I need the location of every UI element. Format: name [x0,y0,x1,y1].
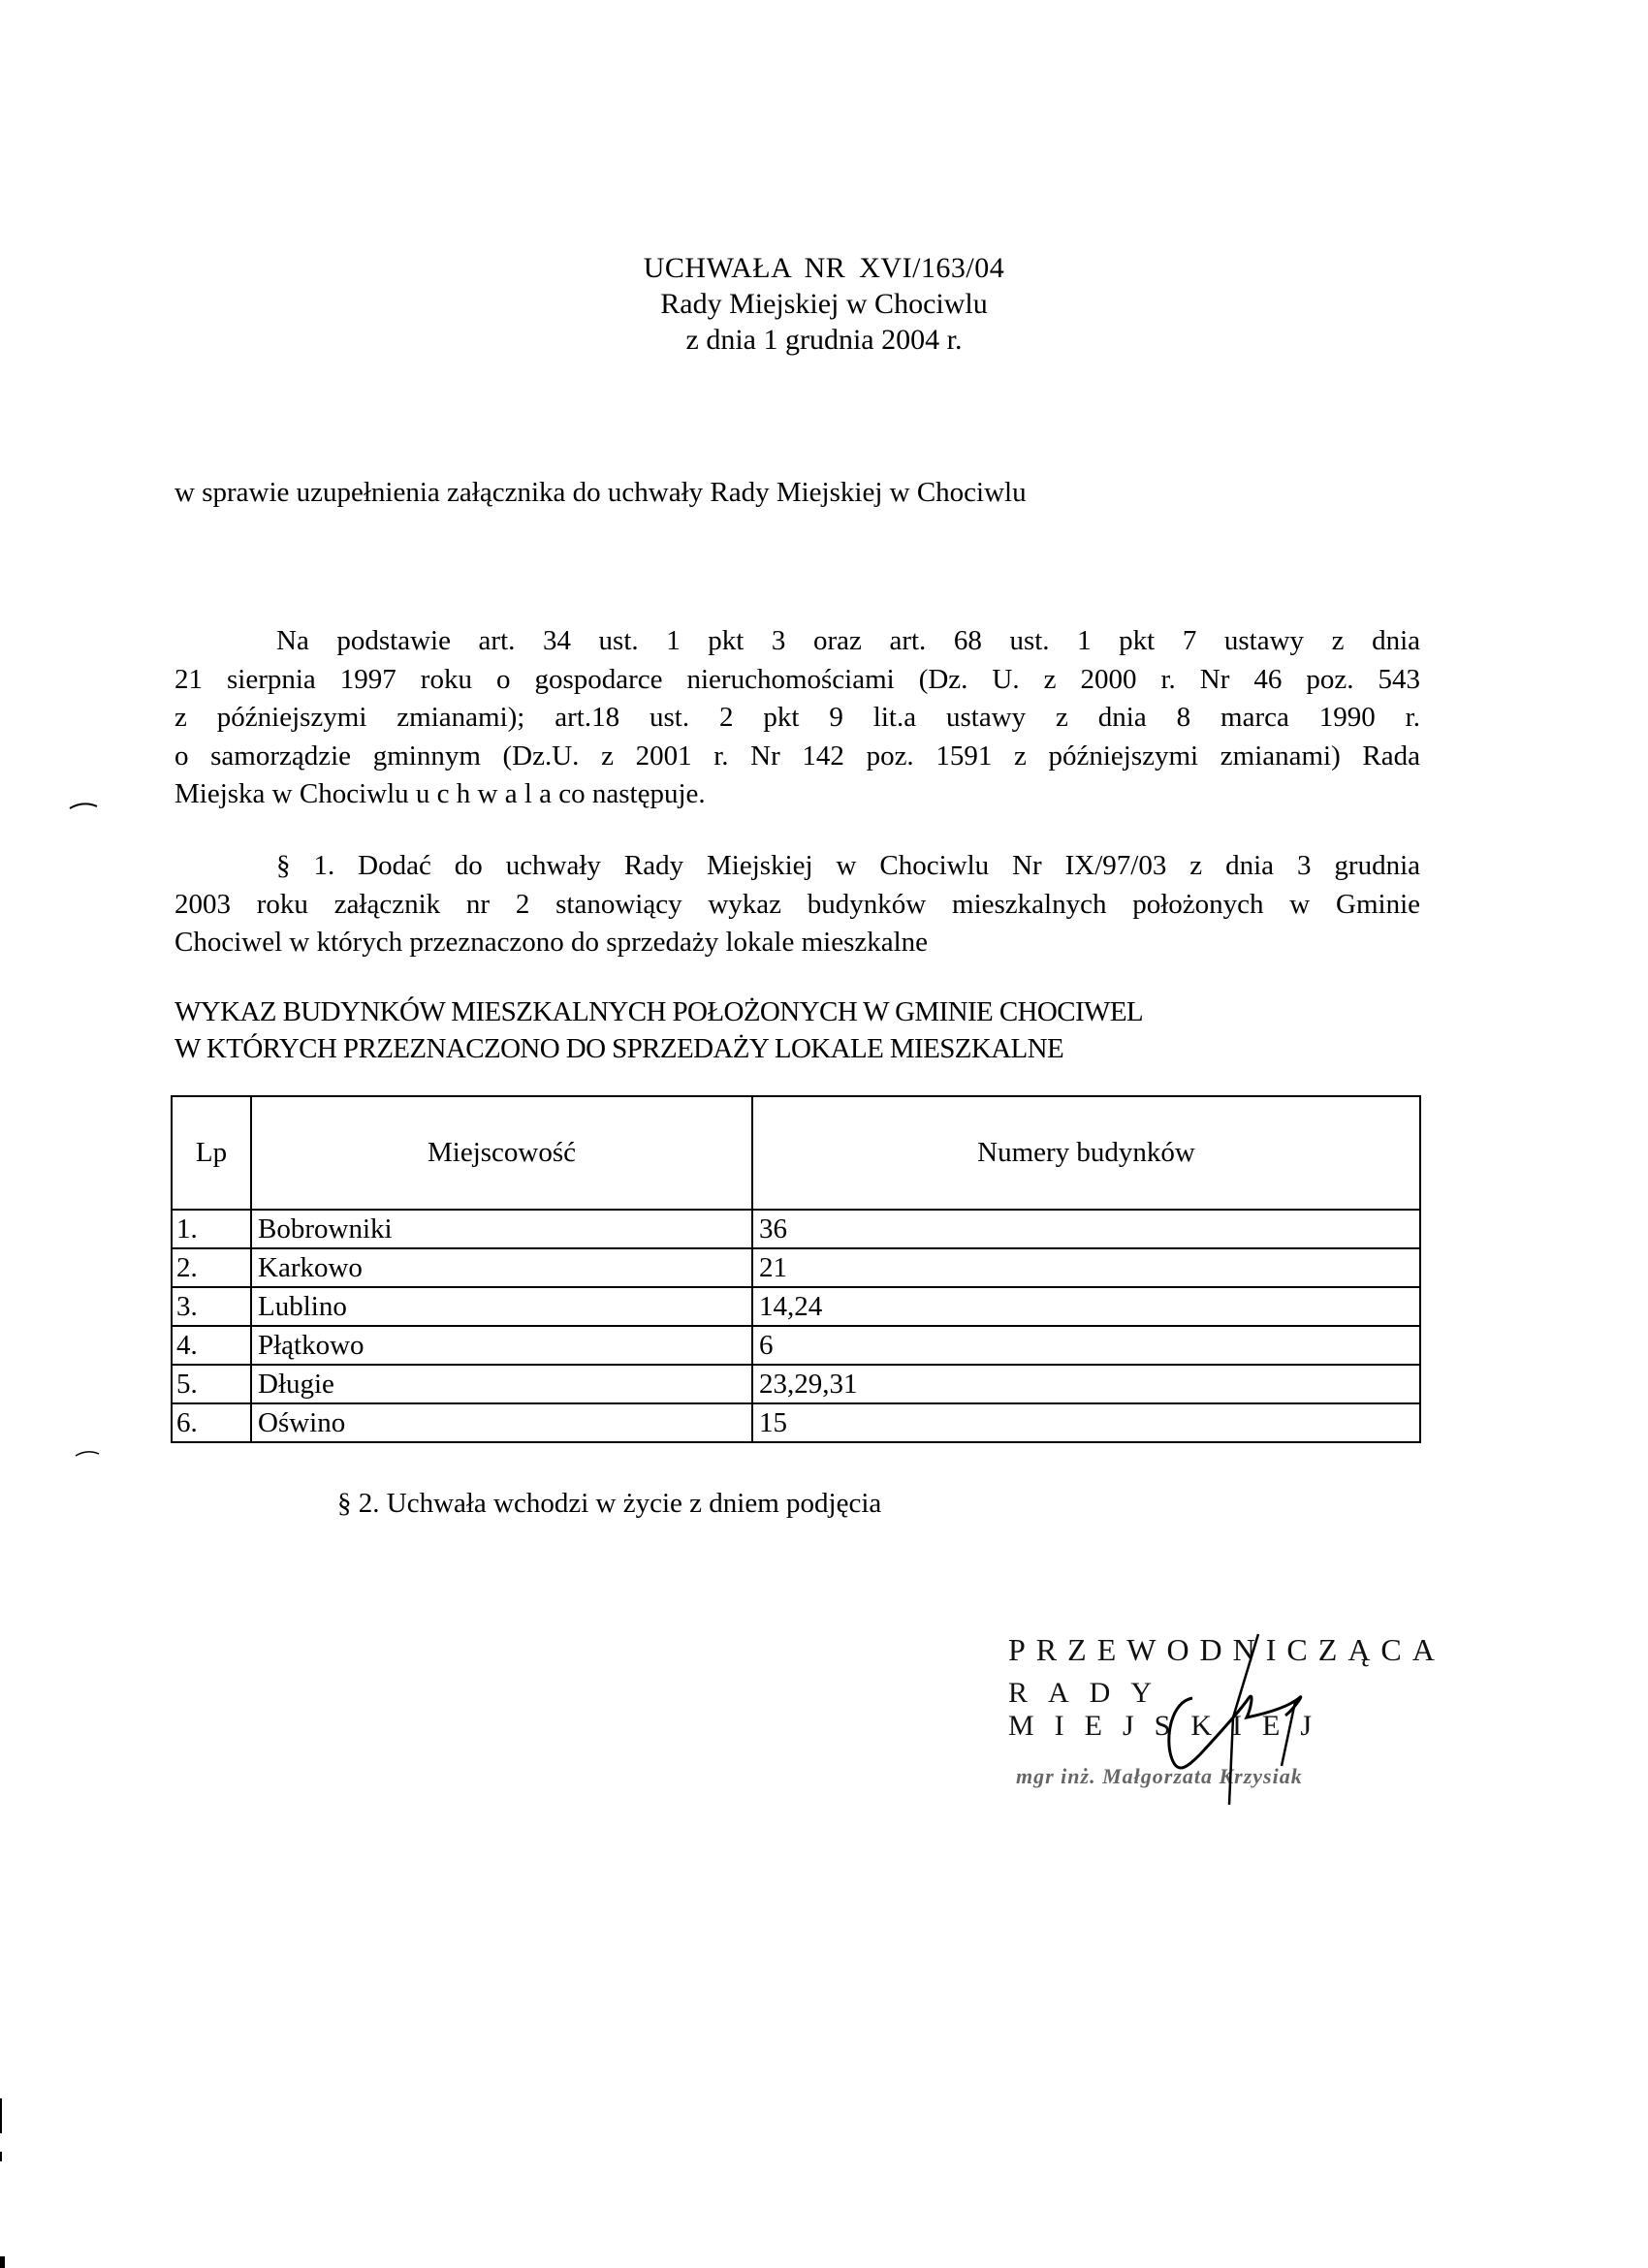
stamp-name: mgr inż. Małgorzata Krzysiak [1016,1764,1303,1788]
column-header-numbers: Numery budynków [752,1096,1420,1210]
cell-numbers: 6 [752,1326,1420,1365]
margin-mark [74,1448,101,1458]
cell-lp: 6. [172,1403,251,1442]
cell-place: Karkowo [251,1248,752,1287]
paragraph-line: Na podstawie art. 34 ust. 1 pkt 3 oraz art. 68 ust. 1 pkt 7 ustawy z dnia [276,625,1420,656]
paragraph-line: 2003 roku załącznik nr 2 stanowiący wykaz budynków mieszkalnych położonych w Gminie [174,888,1420,920]
margin-mark [68,801,99,810]
resolution-issuer: Rady Miejskiej w Chociwlu [660,288,988,320]
section-1-paragraph [174,847,1420,962]
paragraph-line: o samorządzie gminnym (Dz.U. z 2001 r. Nr 142 poz. 1591 z późniejszymi zmianami) Rada [174,740,1420,772]
resolution-date: z dnia 1 grudnia 2004 r. [685,324,963,356]
cell-place: Bobrowniki [251,1210,752,1248]
table-row [172,1365,1420,1403]
scan-edge-mark [0,2256,5,2268]
cell-lp: 4. [172,1326,251,1365]
cell-lp: 1. [172,1210,251,1248]
table-header-row [172,1096,1420,1210]
resolution-header [0,250,1648,358]
resolution-subject: w sprawie uzupełnienia załącznika do uchwały Rady Miejskiej w Chociwlu [174,477,1027,508]
cell-place: Płątkowo [251,1326,752,1365]
cell-lp: 3. [172,1287,251,1326]
cell-lp: 5. [172,1365,251,1403]
legal-basis-paragraph [174,622,1420,814]
cell-numbers: 23,29,31 [752,1365,1420,1403]
cell-numbers: 36 [752,1210,1420,1248]
cell-place: Lublino [251,1287,752,1326]
chairwoman-stamp [1008,1621,1445,1814]
list-heading-line: W KTÓRYCH PRZEZNACZONO DO SPRZEDAŻY LOKALE MIESZKALNE [174,1033,1064,1064]
buildings-table [171,1095,1421,1443]
scan-edge-mark [0,2152,2,2161]
table-row [172,1248,1420,1287]
cell-numbers: 21 [752,1248,1420,1287]
scan-edge-mark [0,2098,2,2133]
handwritten-signature [1008,1621,1415,1814]
cell-place: Oświno [251,1403,752,1442]
column-header-lp: Lp [172,1096,251,1210]
cell-numbers: 15 [752,1403,1420,1442]
paragraph-line: § 1. Dodać do uchwały Rady Miejskiej w Chociwlu Nr IX/97/03 z dnia 3 grudnia [276,850,1420,881]
cell-lp: 2. [172,1248,251,1287]
cell-place: Długie [251,1365,752,1403]
table-row [172,1403,1420,1442]
list-heading [174,993,1143,1067]
paragraph-line: z późniejszymi zmianami); art.18 ust. 2 pkt 9 lit.a ustawy z dnia 8 marca 1990 r. [174,702,1420,733]
paragraph-line: 21 sierpnia 1997 roku o gospodarce nieruchomościami (Dz. U. z 2000 r. Nr 46 poz. 543 [174,663,1420,695]
table-row [172,1326,1420,1365]
resolution-title: UCHWAŁA NR XVI/163/04 [643,252,1005,284]
table-row [172,1210,1420,1248]
table-row [172,1287,1420,1326]
cell-numbers: 14,24 [752,1287,1420,1326]
column-header-place: Miejscowość [251,1096,752,1210]
paragraph-line: Miejska w Chociwlu u c h w a l a co następuje. [174,778,706,809]
stamp-council: RADY MIEJSKIEJ [1008,1677,1333,1742]
section-2-paragraph: § 2. Uchwała wchodzi w życie z dniem podjęcia [337,1488,882,1519]
stamp-title: PRZEWODNICZĄCA [1008,1632,1445,1667]
list-heading-line: WYKAZ BUDYNKÓW MIESZKALNYCH POŁOŻONYCH W GMINIE CHOCIWEL [174,996,1144,1027]
paragraph-line: Chociwel w których przeznaczono do sprzedaży lokale mieszkalne [174,927,929,958]
